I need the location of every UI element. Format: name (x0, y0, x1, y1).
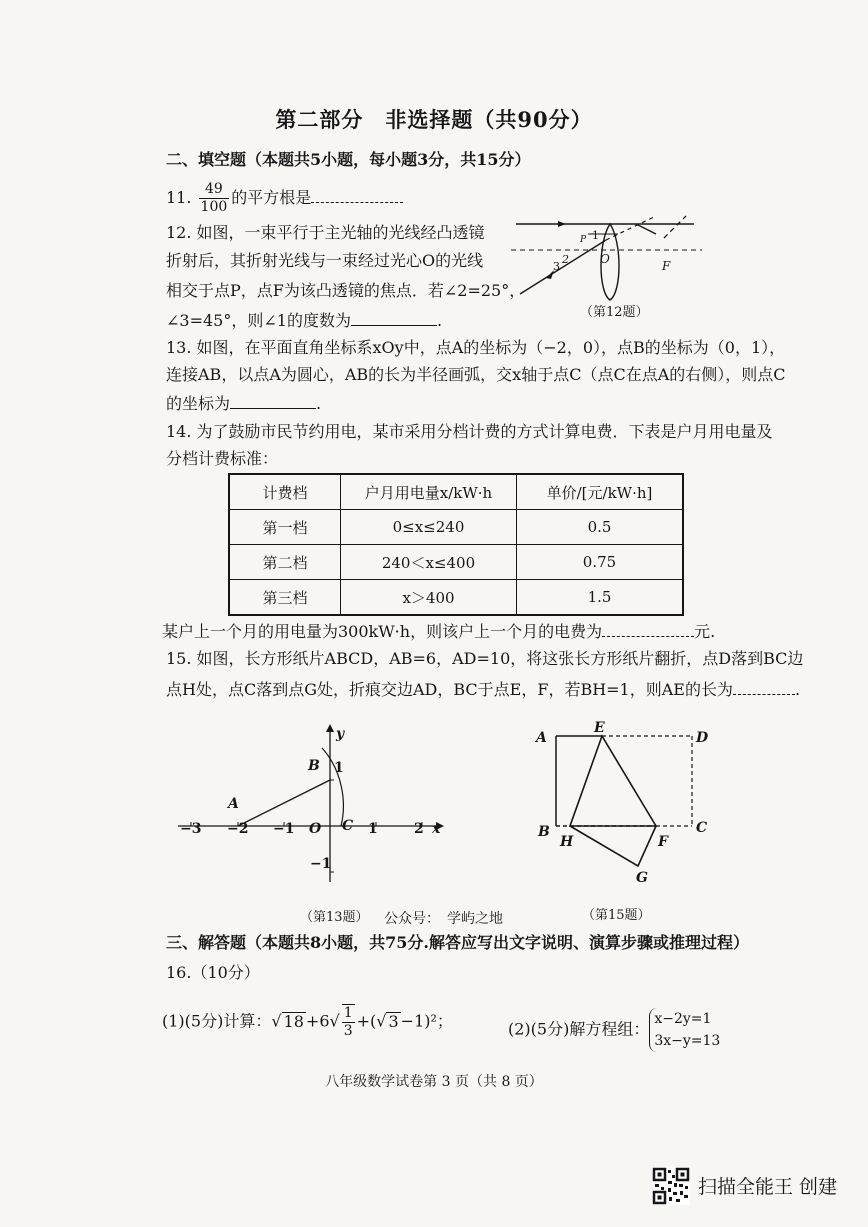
table-row (229, 510, 683, 545)
point-C-label: C (342, 818, 354, 834)
table-cell: 240＜x≤400 (341, 545, 517, 580)
q15-line-2-end: . (794, 680, 801, 699)
point-A-label: A (228, 796, 239, 812)
point-H-label: H (560, 834, 574, 850)
q16-part-2 (508, 1008, 720, 1052)
q12-line-1: 12. 如图，一束平行于主光轴的光线经凸透镜 (166, 223, 485, 242)
point-A-label: A (536, 730, 547, 746)
q13-coordinate-figure (172, 720, 452, 890)
point-D-label: D (696, 730, 709, 746)
part-title: 第二部分 非选择题（共90分） (275, 107, 593, 132)
q15-answer-blank[interactable] (733, 678, 795, 695)
q12-line-4-text: ∠3=45°，则∠1的度数为 (166, 311, 351, 330)
q14-after-table-text: 某户上一个月的用电量为300kW·h，则该户上一个月的电费为 (162, 622, 603, 641)
table-header-cell: 户月用电量x/kW·h (341, 474, 517, 510)
scanner-credit: 扫描全能王 创建 (698, 1176, 838, 1198)
q15-caption: （第15题） (582, 908, 651, 923)
q16-part-1-label: (1)(5分)计算： (162, 1011, 272, 1031)
table-cell: 0.75 (517, 545, 684, 580)
x-tick-label: 2 (414, 821, 424, 837)
q12-label-O: O (600, 252, 610, 266)
q13-line-3-text: 的坐标为 (166, 394, 231, 413)
table-cell: x＞400 (341, 580, 517, 616)
q11-number: 11. (166, 188, 192, 207)
q12-lens-figure (506, 212, 706, 310)
q12-line-4-end: . (436, 311, 443, 330)
x-tick-label: 1 (368, 821, 378, 837)
q12-line-2: 折射后，其折射光线与一束经过光心O的光线 (166, 251, 484, 270)
q12-label-F: F (662, 259, 671, 273)
q13-line-3-end: . (316, 394, 322, 413)
expression-tail: −1)²； (400, 1011, 453, 1031)
y-axis-label: y (336, 726, 345, 742)
watermark-text: 公众号： 学屿之地 (384, 911, 503, 927)
equation-2: 3x−y=13 (654, 1033, 721, 1049)
y-tick-label: 1 (334, 760, 344, 776)
q13-line-2: 连接AB，以点A为圆心，AB的长为半径画弧，交x轴于点C（点C在点A的右侧），则点C (166, 365, 786, 384)
q11-fraction (199, 181, 230, 216)
table-cell: 0.5 (517, 510, 684, 545)
fraction-numerator: 1 (343, 1005, 353, 1021)
q12-label-P: P (580, 235, 587, 245)
point-E-label: E (594, 720, 605, 736)
q12-caption: （第12题） (580, 305, 649, 320)
q15-rectangle-figure (530, 718, 720, 888)
q11-answer-blank[interactable] (311, 186, 403, 203)
q14-line-1: 14. 为了鼓励市民节约用电，某市采用分档计费的方式计算电费．下表是户月用电量及 (166, 422, 773, 441)
q11-text: 的平方根是 (231, 188, 312, 207)
table-cell: 第二档 (229, 545, 341, 580)
q13-caption: （第13题） (300, 910, 369, 925)
sqrt-18: 18 (283, 1011, 304, 1031)
table-header-cell: 单价/[元/kW·h] (517, 474, 684, 510)
origin-label: O (309, 821, 322, 837)
page-footer: 八年级数学试卷第 3 页（共 8 页） (325, 1074, 543, 1090)
equation-system (649, 1008, 720, 1052)
table-row (229, 545, 683, 580)
sqrt-one-third (342, 1004, 355, 1040)
q12-label-1: 1 (592, 229, 599, 242)
q13-answer-blank[interactable] (230, 392, 316, 409)
x-tick-label: −2 (227, 821, 249, 837)
question-11 (166, 181, 403, 216)
q14-after-table-end: 元. (694, 622, 716, 641)
q12-label-2: 2 (562, 253, 569, 266)
open-paren: +( (356, 1011, 377, 1031)
q15-line-2 (166, 678, 800, 701)
q12-line-4 (166, 309, 442, 332)
table-cell: 0≤x≤240 (341, 510, 517, 545)
section-3-heading: 三、解答题（本题共8小题，共75分.解答应写出文字说明、演算步骤或推理过程） (166, 933, 749, 952)
x-tick-label: −3 (180, 821, 202, 837)
q14-answer-blank[interactable] (602, 620, 694, 637)
q14-line-2: 分档计费标准： (166, 449, 279, 468)
point-B-label: B (308, 758, 320, 774)
point-F-label: F (658, 834, 668, 850)
q13-line-3 (166, 392, 321, 415)
q16-part-2-label: (2)(5分)解方程组： (508, 1019, 650, 1039)
q15-line-1: 15. 如图，长方形纸片ABCD，AB=6，AD=10，将这张长方形纸片翻折，点D落到BC边 (166, 649, 804, 668)
point-G-label: G (636, 870, 648, 886)
point-B-label: B (538, 824, 550, 840)
q13-line-1: 13. 如图，在平面直角坐标系xOy中，点A的坐标为（−2，0），点B的坐标为（0，1）， (166, 338, 786, 357)
q16-part-1: (1)(5分)计算：√ 18 +6√ $\frac{1}{3}$ +(√ 3 −1)²； (162, 1005, 453, 1039)
q14-after-table (162, 620, 715, 643)
q12-label-3: 3 (553, 260, 560, 273)
q12-answer-blank[interactable] (351, 309, 437, 326)
q15-line-2-text: 点H处，点C落到点G处，折痕交边AD，BC于点E，F，若BH=1，则AE的长为 (166, 680, 733, 699)
q16-head: 16.（10分） (166, 963, 260, 982)
y-tick-label: −1 (310, 856, 332, 872)
fraction-denominator: 3 (343, 1023, 353, 1039)
point-C-label: C (696, 820, 708, 836)
table-cell: 1.5 (517, 580, 684, 616)
plus-six: +6 (305, 1011, 330, 1031)
q11-fraction-denominator: 100 (200, 199, 228, 215)
table-header-row (229, 474, 683, 510)
sqrt-3: 3 (388, 1011, 399, 1031)
table-header-cell: 计费档 (229, 474, 341, 510)
q11-fraction-numerator: 49 (199, 181, 230, 199)
table-cell: 第一档 (229, 510, 341, 545)
qr-code-icon (652, 1167, 690, 1205)
x-axis-label: x (432, 821, 441, 837)
table-row (229, 580, 683, 616)
q12-line-3: 相交于点P，点F为该凸透镜的焦点．若∠2=25°， (166, 281, 526, 300)
electricity-fee-table (228, 473, 684, 616)
table-cell: 第三档 (229, 580, 341, 616)
equation-1: x−2y=1 (654, 1011, 712, 1027)
x-tick-label: −1 (273, 821, 295, 837)
section-2-heading: 二、填空题（本题共5小题，每小题3分，共15分） (166, 150, 531, 169)
